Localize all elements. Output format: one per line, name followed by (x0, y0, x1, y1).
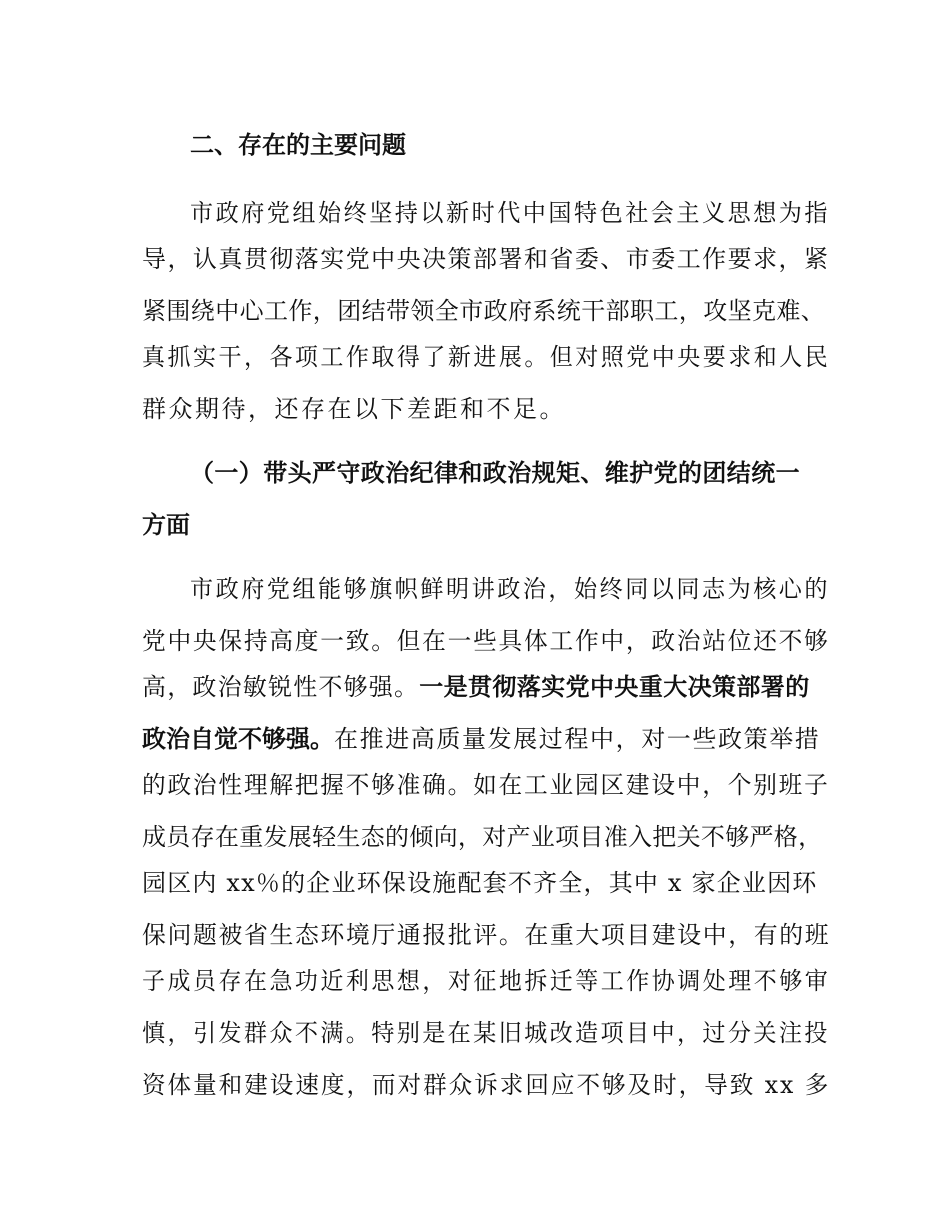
subheading-line-1: （一）带头严守政治纪律和政治规矩、维护党的团结统一 (190, 459, 800, 487)
body-line-6: 成员存在重发展轻生态的倾向，对产业项目准入把关不够严格， (142, 823, 823, 851)
body-line-9: 子成员存在急功近利思想，对征地拆迁等工作协调处理不够审 (142, 967, 831, 995)
body-line-3 (142, 672, 810, 702)
subheading-line-2: 方面 (142, 511, 190, 539)
section-heading: 二、存在的主要问题 (190, 131, 406, 159)
body-line-5: 的政治性理解把握不够准确。如在工业园区建设中，个别班子 (142, 771, 830, 799)
body-emphasis-2: 政治自觉不够强。 (142, 725, 334, 753)
body-line-8: 保问题被省生态环境厅通报批评。在重大项目建设中，有的班 (142, 921, 831, 949)
body-line-7: 园区内 xx％的企业环保设施配套不齐全，其中 x 家企业因环 (142, 869, 818, 897)
body-emphasis-1: 一是贯彻落实党中央重大决策部署的 (419, 673, 810, 701)
body-line-4-text: 在推进高质量发展过程中，对一些政策举措 (334, 725, 821, 753)
body-line-11: 资体量和建设速度，而对群众诉求回应不够及时，导致 xx 多 (142, 1071, 831, 1099)
intro-line-4: 真抓实干，各项工作取得了新进展。但对照党中央要求和人民 (142, 343, 831, 371)
body-line-3-text: 高，政治敏锐性不够强。 (142, 673, 420, 701)
body-line-10: 慎，引发群众不满。特别是在某旧城改造项目中，过分关注投 (142, 1019, 830, 1047)
body-line-1: 市政府党组能够旗帜鲜明讲政治，始终同以同志为核心的 (190, 575, 830, 603)
intro-line-1: 市政府党组始终坚持以新时代中国特色社会主义思想为指 (190, 199, 830, 227)
intro-line-5: 群众期待，还存在以下差距和不足。 (142, 395, 566, 423)
intro-line-2: 导，认真贯彻落实党中央决策部署和省委、市委工作要求，紧 (142, 245, 830, 273)
body-line-2: 党中央保持高度一致。但在一些具体工作中，政治站位还不够 (142, 627, 830, 655)
intro-line-3: 紧围绕中心工作，团结带领全市政府系统干部职工，攻坚克难、 (142, 297, 826, 325)
body-line-4 (142, 724, 820, 754)
